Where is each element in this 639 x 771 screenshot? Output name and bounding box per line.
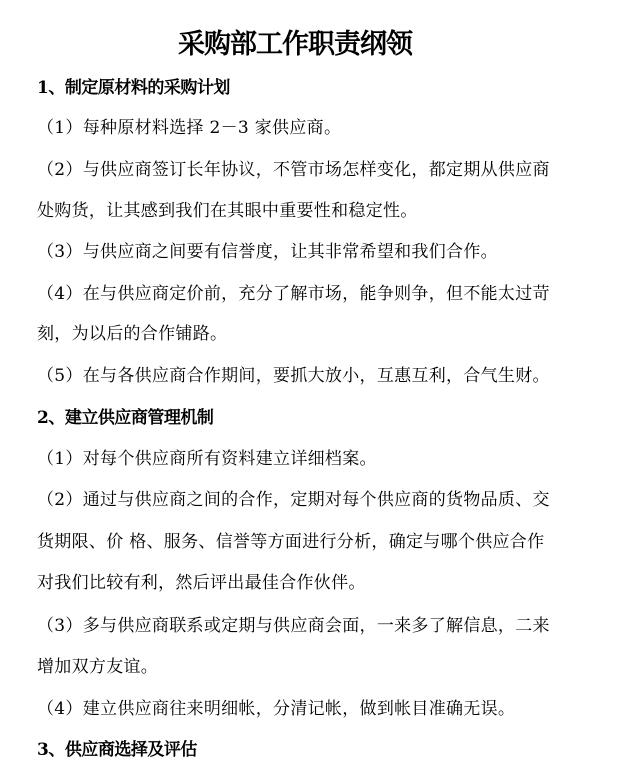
- section-2-item-3-line-1: （3）多与供应商联系或定期与供应商会面，一来多了解信息，二来: [37, 616, 550, 636]
- section-2-item-3-line-2: 增加双方友谊。: [37, 657, 159, 677]
- section-2-item-1-line-1: （1）对每个供应商所有资料建立详细档案。: [37, 449, 377, 469]
- section-heading-3: 3、供应商选择及评估: [37, 740, 197, 760]
- section-1-item-5-line-1: （5）在与各供应商合作期间，要抓大放小，互惠互利，合气生财。: [37, 366, 550, 386]
- section-heading-2: 2、建立供应商管理机制: [37, 408, 214, 428]
- section-2-item-4-line-1: （4）建立供应商往来明细帐，分清记帐，做到帐目准确无误。: [37, 699, 516, 719]
- section-2-item-2-line-2: 货期限、价 格、服务、信誉等方面进行分析，确定与哪个供应合作: [37, 532, 545, 552]
- section-1-item-1-line-1: （1）每种原材料选择 2－3 家供应商。: [37, 118, 342, 138]
- section-heading-1: 1、制定原材料的采购计划: [37, 78, 230, 98]
- section-1-item-4-line-1: （4）在与供应商定价前，充分了解市场，能争则争，但不能太过苛: [37, 284, 550, 304]
- section-1-item-4-line-2: 刻，为以后的合作铺路。: [37, 324, 228, 344]
- section-1-item-3-line-1: （3）与供应商之间要有信誉度，让其非常希望和我们合作。: [37, 242, 498, 262]
- document-title: 采购部工作职责纲领: [178, 29, 412, 60]
- section-1-item-2-line-1: （2）与供应商签订长年协议，不管市场怎样变化，都定期从供应商: [37, 160, 550, 180]
- section-2-item-2-line-1: （2）通过与供应商之间的合作，定期对每个供应商的货物品质、交: [37, 490, 550, 510]
- section-1-item-2-line-2: 处购货，让其感到我们在其眼中重要性和稳定性。: [37, 201, 418, 221]
- section-2-item-2-line-3: 对我们比较有利，然后评出最佳合作伙伴。: [37, 573, 366, 593]
